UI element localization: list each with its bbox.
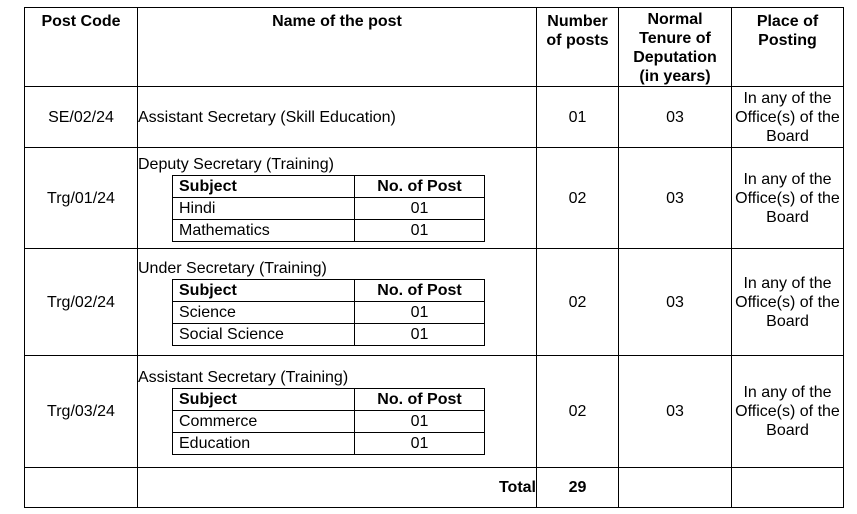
- total-empty-cell: [619, 468, 732, 508]
- post-code-cell: SE/02/24: [25, 87, 138, 148]
- posts-count-cell: 02: [537, 356, 619, 468]
- subject-table: [172, 388, 485, 455]
- place-cell: In any of the Office(s) of the Board: [732, 87, 844, 148]
- subject-row: [173, 197, 485, 219]
- subject-header-row: [173, 279, 485, 301]
- total-value: 29: [537, 468, 619, 508]
- subject-row: [173, 323, 485, 345]
- posts-count-cell: 02: [537, 148, 619, 249]
- total-label: Total: [138, 468, 537, 508]
- subject-header-row: [173, 175, 485, 197]
- table-row: [25, 356, 844, 468]
- post-title: Under Secretary (Training): [138, 259, 327, 277]
- header-tenure: Normal Tenure of Deputation (in years): [619, 8, 732, 87]
- header-row: [25, 8, 844, 87]
- post-code-cell: Trg/02/24: [25, 249, 138, 356]
- subject-name: Science: [173, 301, 355, 323]
- subject-name: Education: [173, 433, 355, 455]
- no-of-post-header: No. of Post: [355, 279, 485, 301]
- post-name-cell: [138, 148, 537, 249]
- post-name-cell: [138, 356, 537, 468]
- subject-count: 01: [355, 433, 485, 455]
- total-row: [25, 468, 844, 508]
- header-post-code: Post Code: [25, 8, 138, 87]
- post-title: Assistant Secretary (Training): [138, 369, 349, 386]
- subject-name: Commerce: [173, 411, 355, 433]
- tenure-cell: 03: [619, 356, 732, 468]
- subject-header-row: [173, 389, 485, 411]
- post-name-cell: Assistant Secretary (Skill Education): [138, 87, 537, 148]
- subject-name: Social Science: [173, 323, 355, 345]
- subject-name: Mathematics: [173, 219, 355, 241]
- tenure-cell: 03: [619, 148, 732, 249]
- post-code-cell: Trg/03/24: [25, 356, 138, 468]
- total-empty-cell: [732, 468, 844, 508]
- subject-row: [173, 433, 485, 455]
- subject-header: Subject: [173, 389, 355, 411]
- posts-count-cell: 02: [537, 249, 619, 356]
- posts-count-cell: 01: [537, 87, 619, 148]
- place-cell: In any of the Office(s) of the Board: [732, 148, 844, 249]
- post-name-cell: [138, 249, 537, 356]
- table-row: [25, 87, 844, 148]
- subject-row: [173, 219, 485, 241]
- subject-table: [172, 279, 485, 346]
- post-title: Deputy Secretary (Training): [138, 155, 334, 173]
- table-row: [25, 249, 844, 356]
- subject-count: 01: [355, 301, 485, 323]
- subject-row: [173, 411, 485, 433]
- subject-header: Subject: [173, 279, 355, 301]
- subject-name: Hindi: [173, 197, 355, 219]
- no-of-post-header: No. of Post: [355, 389, 485, 411]
- place-cell: In any of the Office(s) of the Board: [732, 356, 844, 468]
- posts-table: [24, 7, 844, 508]
- subject-count: 01: [355, 197, 485, 219]
- subject-table: [172, 175, 485, 242]
- no-of-post-header: No. of Post: [355, 175, 485, 197]
- total-empty-cell: [25, 468, 138, 508]
- subject-count: 01: [355, 411, 485, 433]
- table-row: [25, 148, 844, 249]
- post-code-cell: Trg/01/24: [25, 148, 138, 249]
- tenure-cell: 03: [619, 249, 732, 356]
- subject-count: 01: [355, 323, 485, 345]
- tenure-cell: 03: [619, 87, 732, 148]
- header-number: Number of posts: [537, 8, 619, 87]
- header-place: Place of Posting: [732, 8, 844, 87]
- subject-count: 01: [355, 219, 485, 241]
- header-name: Name of the post: [138, 8, 537, 87]
- subject-row: [173, 301, 485, 323]
- place-cell: In any of the Office(s) of the Board: [732, 249, 844, 356]
- subject-header: Subject: [173, 175, 355, 197]
